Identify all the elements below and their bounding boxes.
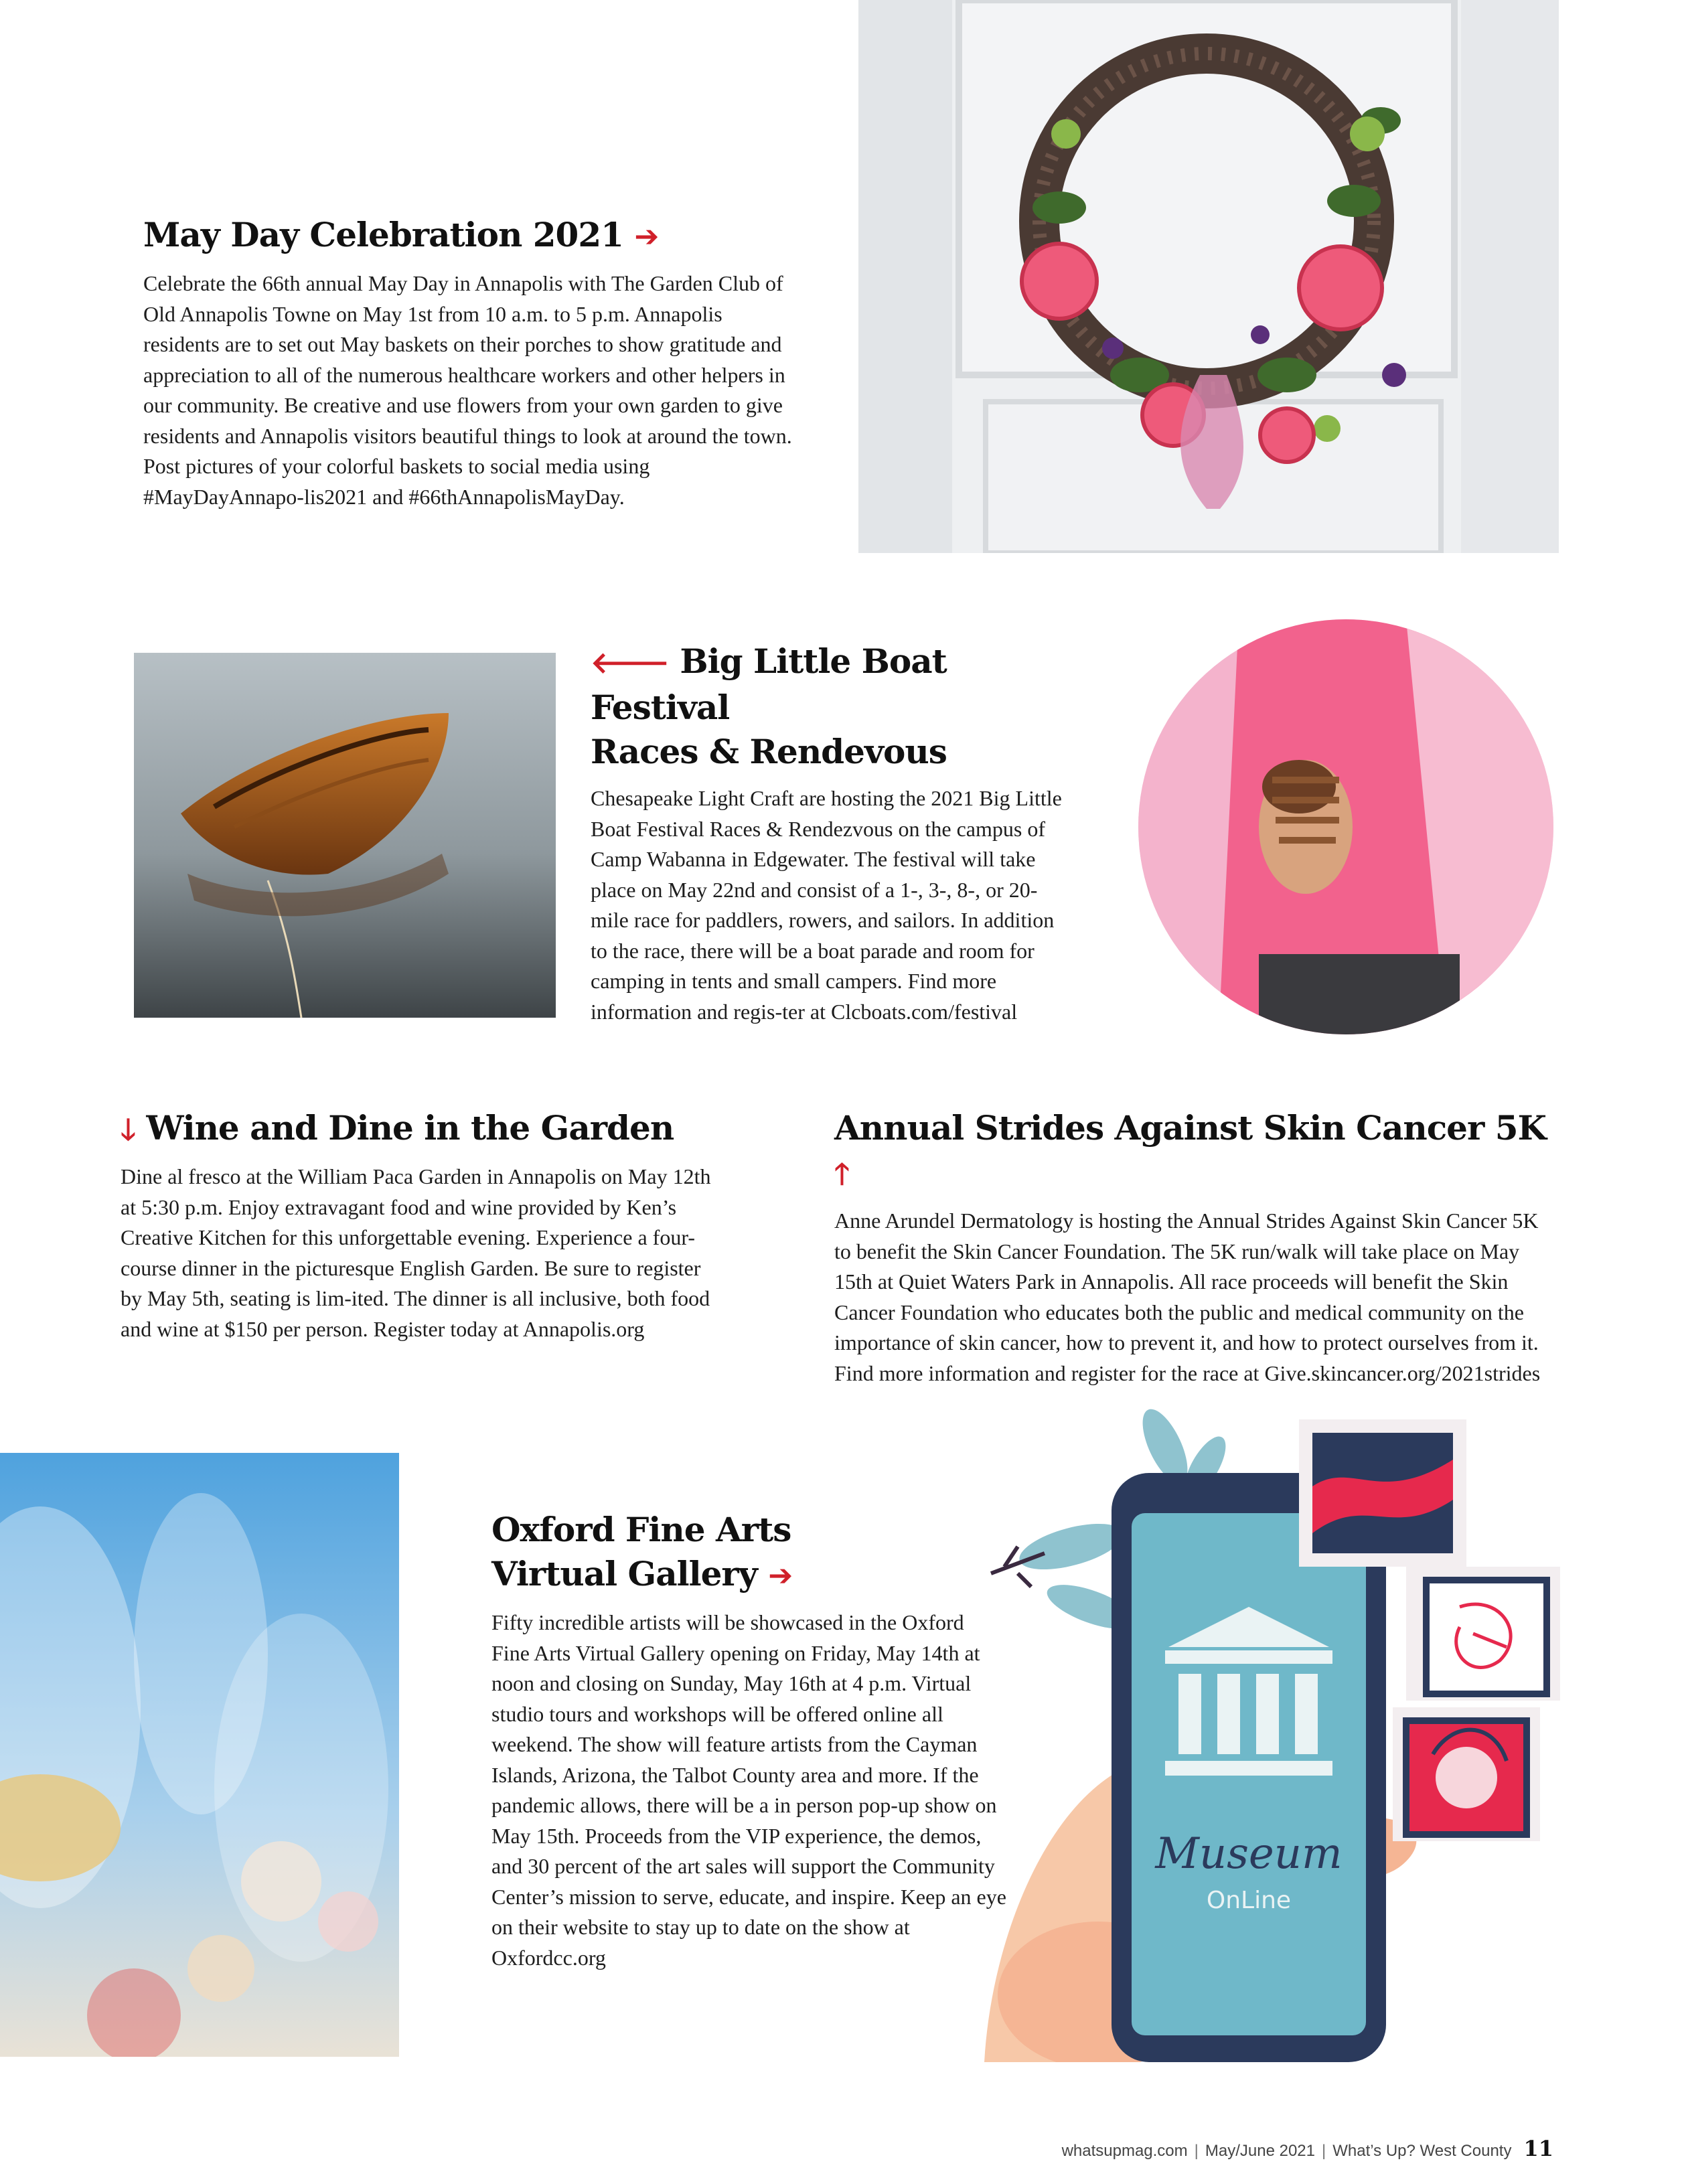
wreath-photo: [858, 0, 1559, 553]
hands-photo: [1138, 619, 1553, 1034]
oxford-body: Fifty incredible artists will be showcased in the Oxford Fine Arts Virtual Gallery opening on Friday, May 14th at noon and closing on Sunday, May 16th at 4 p.m. Virtual studio tours and workshops will be offered online all weekend. The show will feature artists from the Cayman Islands, Arizona, the Talbot County area and more. If the pandemic allows, there will be a in person pop-up show on May 15th. Proceeds from the VIP experience, the demos, and 30 percent of the art sales will support the Community Center’s mission to serve, educate, and inspire. Keep an eye on their website to stay up to date on the show at Oxfordcc.org: [491, 1610, 1006, 1970]
museum-online-sublabel: OnLine: [1206, 1887, 1292, 1914]
museum-online-illustration: [964, 1406, 1607, 2062]
boat-festival-title: 🡐 Big Little Boat Festival Races & Rendevous: [591, 641, 947, 771]
wine-dine-title: 🡓 Wine and Dine in the Garden: [121, 1108, 674, 1148]
wine-dine-body: Dine al fresco at the William Paca Garden in Annapolis on May 12th at 5:30 p.m. Enjoy extravagant food and wine provided by Ken’s Creative Kitchen for this unforgettable evening. Experience a four-course dinner in the picturesque English Garden. Be sure to register by May 5th, seating is lim-ited. The dinner is all inclusive, both food and wine at $150 per person. Register today at Annapolis.org: [121, 1164, 711, 1341]
may-day-body: Celebrate the 66th annual May Day in Annapolis with The Garden Club of Old Annapolis Towne on May 1st from 10 a.m. to 5 p.m. Annapolis residents are to set out May baskets on their porches to show gratitude and appreciation to all of the numerous healthcare workers and other helpers in our community. Be creative and use flowers from your own garden to give residents and Annapolis visitors beautiful things to look at around the town. Post pictures of your colorful baskets to social media using #MayDayAnnapo-lis2021 and #66thAnnapolisMayDay.: [143, 271, 792, 509]
museum-online-label: Museum: [1155, 1829, 1343, 1879]
page-number: 11: [1523, 2136, 1553, 2161]
footer-issue: May/June 2021: [1205, 2142, 1315, 2160]
arrow-up-icon: 🡑: [834, 1157, 849, 1191]
oxford-title: Oxford Fine Arts Virtual Gallery ➔: [491, 1510, 793, 1593]
boat-festival-section: [591, 639, 1073, 1027]
footer-site: whatsupmag.com: [1061, 2142, 1188, 2160]
arrow-down-icon: 🡓: [121, 1113, 135, 1147]
may-day-section: [143, 213, 799, 512]
strides-section: [834, 1106, 1557, 1389]
arrow-left-icon: 🡐: [591, 646, 669, 680]
oxford-section: [491, 1508, 1007, 1973]
page-footer: whatsupmag.com | May/June 2021 | What’s Up? West County 11: [1061, 2136, 1553, 2161]
footer-publication: What’s Up? West County: [1332, 2142, 1512, 2160]
strides-body: Anne Arundel Dermatology is hosting the Annual Strides Against Skin Cancer 5K to benefit the Skin Cancer Foundation. The 5K run/walk will take place on May 15th at Quiet Waters Park in Annapolis. All race proceeds will benefit the Skin Cancer Foundation who educates both the public and medical community on the importance of skin cancer, how to prevent it, and how to protect ourselves from it. Find more information and register for the race at Give.skincancer.org/2021strides: [834, 1208, 1541, 1385]
may-day-title: May Day Celebration 2021 ➔: [143, 215, 659, 254]
arrow-right-icon: ➔: [634, 220, 659, 254]
boat-festival-body: Chesapeake Light Craft are hosting the 2021 Big Little Boat Festival Races & Rendezvous on the campus of Camp Wabanna in Edgewater. The festival will take place on May 22nd and consist of a 1-, 3-, 8-, or 20- mile race for paddlers, rowers, and sailors. In addition to the race, there will be a boat parade and room for camping in tents and small campers. Find more information and regis-ter at Clcboats.com/festival: [591, 786, 1062, 1024]
boat-photo: [134, 653, 556, 1018]
arrow-right-icon: ➔: [768, 1559, 793, 1593]
wine-dine-section: [121, 1106, 723, 1344]
strides-title: Annual Strides Against Skin Cancer 5K 🡑: [834, 1108, 1546, 1191]
wine-glasses-photo: [0, 1453, 399, 2057]
